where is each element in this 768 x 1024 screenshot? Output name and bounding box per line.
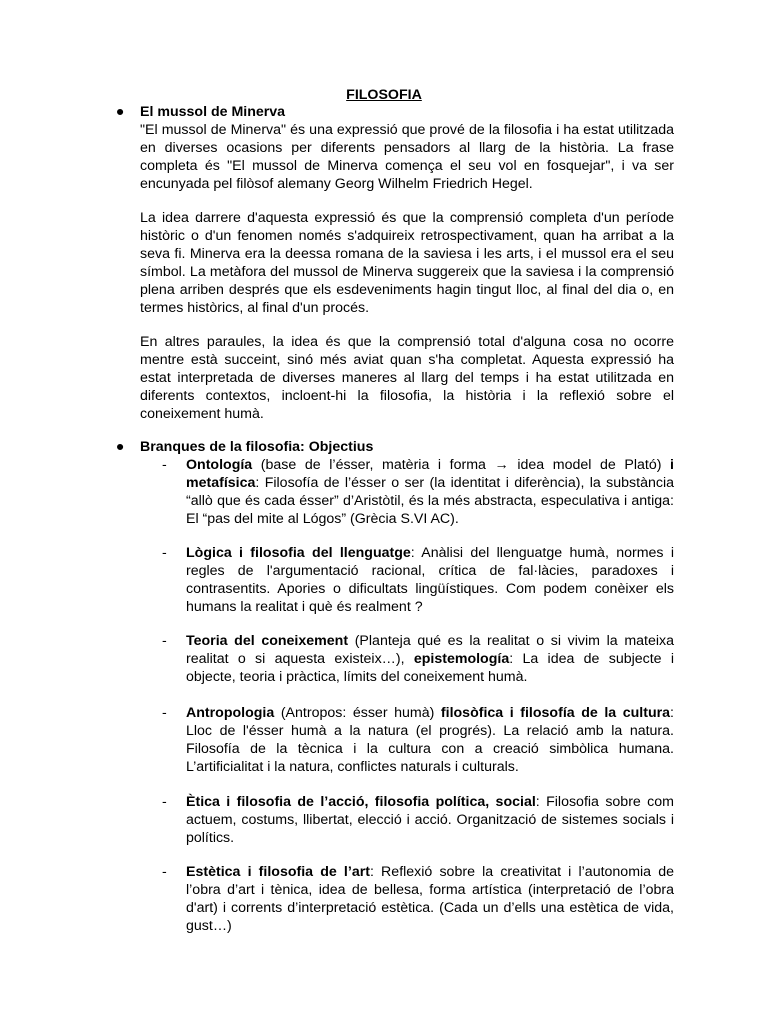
- section-heading: El mussol de Minerva: [140, 104, 286, 120]
- section-heading: Branques de la filosofia: Objectius: [140, 439, 374, 455]
- term: Estètica i filosofia de l’art: [186, 864, 370, 880]
- term: Ontología: [186, 457, 253, 473]
- list-item-text: [186, 705, 674, 777]
- section-branques: [115, 439, 674, 457]
- description: (Antropos: ésser humà): [274, 705, 441, 721]
- paragraph: La idea darrere d'aquesta expressió és que la comprensió completa d'un període històric o d'un fenomen només s'adquireix retrospectivament, quan ha arribat a la seva fi. Minerva era la deessa romana de la saviesa i les arts, i el mussol era el seu símbol. La metàfora del mussol de Minerva suggereix que la saviesa i la comprensió plena arriben després que els esdeveniments hagin tingut lloc, al final del dia o, en termes històrics, al final d'un procés.: [140, 210, 674, 316]
- bullet-icon: ●: [115, 104, 125, 120]
- description: (Planteja qué es la realitat o si vivim la mateixa realitat o si aquesta existeix…),: [186, 633, 675, 667]
- term: Ètica i filosofia de l’acció, filosofia política, social: [186, 794, 536, 810]
- description: (base de l’ésser, matèria i forma → idea model de Plató): [252, 457, 671, 473]
- list-item: [162, 794, 674, 848]
- paragraph: "El mussol de Minerva" és una expressió que prové de la filosofia i ha estat utilitzada en diverses ocasions per diferents pensadors al llarg de la història. La frase completa és "El mussol de Minerva comença el seu vol en fosquejar", i va ser encunyada pel filòsof alemany Georg Wilhelm Friedrich Hegel.: [140, 121, 674, 192]
- section-el-mussol: [115, 104, 674, 194]
- paragraph: En altres paraules, la idea és que la comprensió total d'alguna cosa no ocorre mentre està succeint, sinó més aviat quan s'ha completat. Aquesta expressió ha estat interpretada de diverses maneres al llarg del temps i ha estat utilitzada en diferents contextos, incloent-hi la filosofia, la història i la reflexió sobre el coneixement humà.: [140, 334, 674, 422]
- dash-icon: -: [162, 794, 167, 810]
- list-item: [162, 545, 674, 617]
- list-item: [162, 633, 675, 687]
- description: : Filosofía de l’ésser o ser (la identitat i diferència), la substància “allò que és cada ésser” d’Aristòtil, és la més abstracta, especulativa i antiga: El “pas del mite al Lógos” (Grècia S.VI AC).: [186, 474, 674, 527]
- term: Teoria del coneixement: [186, 633, 349, 649]
- list-item-text: [186, 864, 674, 936]
- bullet-icon: ●: [115, 439, 125, 455]
- description: : Anàlisi del llenguatge humà, normes i regles de l'argumentació racional, crítica de fal·làcies, paradoxes i contrasentits. Apories o dificultats lingüístiques. Com podem conèixer els humans la realitat i què és realment ?: [186, 545, 674, 615]
- dash-icon: -: [162, 705, 167, 721]
- list-item: [162, 705, 674, 777]
- list-item: [162, 457, 674, 529]
- paragraph-block: [140, 210, 674, 317]
- dash-icon: -: [162, 457, 167, 473]
- dash-icon: -: [162, 545, 167, 561]
- paragraph-block: [140, 334, 674, 424]
- term: epistemología: [413, 650, 510, 667]
- term: filosòfica i filosofía de la cultura: [440, 705, 671, 721]
- term: i metafísica: [186, 457, 674, 491]
- list-item-text: [186, 794, 674, 848]
- list-item-text: [186, 457, 674, 529]
- list-item-text: [186, 545, 674, 617]
- description: : Reflexió sobre la creativitat i l’autonomia de l’obra d’art i tènica, idea de bellesa, forma artística (interpretació de l’obra d'art) i corrents d’interpretació estètica. (Cada un d’ells una estètica de vida, gust…): [186, 864, 674, 934]
- description: : Filosofia sobre com actuem, costums, llibertat, elecció i acció. Organització de sistemes socials i polítics.: [186, 794, 674, 846]
- description: : Lloc de l'ésser humà a la natura (el progrés). La relació amb la natura. Filosofía de la tècnica i la cultura con a creació simbòlica humana. L’artificialitat i la natura, conflictes naturals i culturals.: [186, 705, 674, 775]
- description: : La idea de subjecte i objecte, teoria i pràctica, límits del coneixement humà.: [186, 650, 675, 685]
- list-item-text: [186, 633, 674, 687]
- term: Antropologia: [186, 705, 275, 721]
- term: Lògica i filosofia del llenguatge: [186, 545, 411, 561]
- dash-icon: -: [162, 633, 167, 649]
- dash-icon: -: [162, 864, 167, 880]
- document-title: FILOSOFIA: [346, 87, 422, 103]
- list-item: [162, 864, 674, 936]
